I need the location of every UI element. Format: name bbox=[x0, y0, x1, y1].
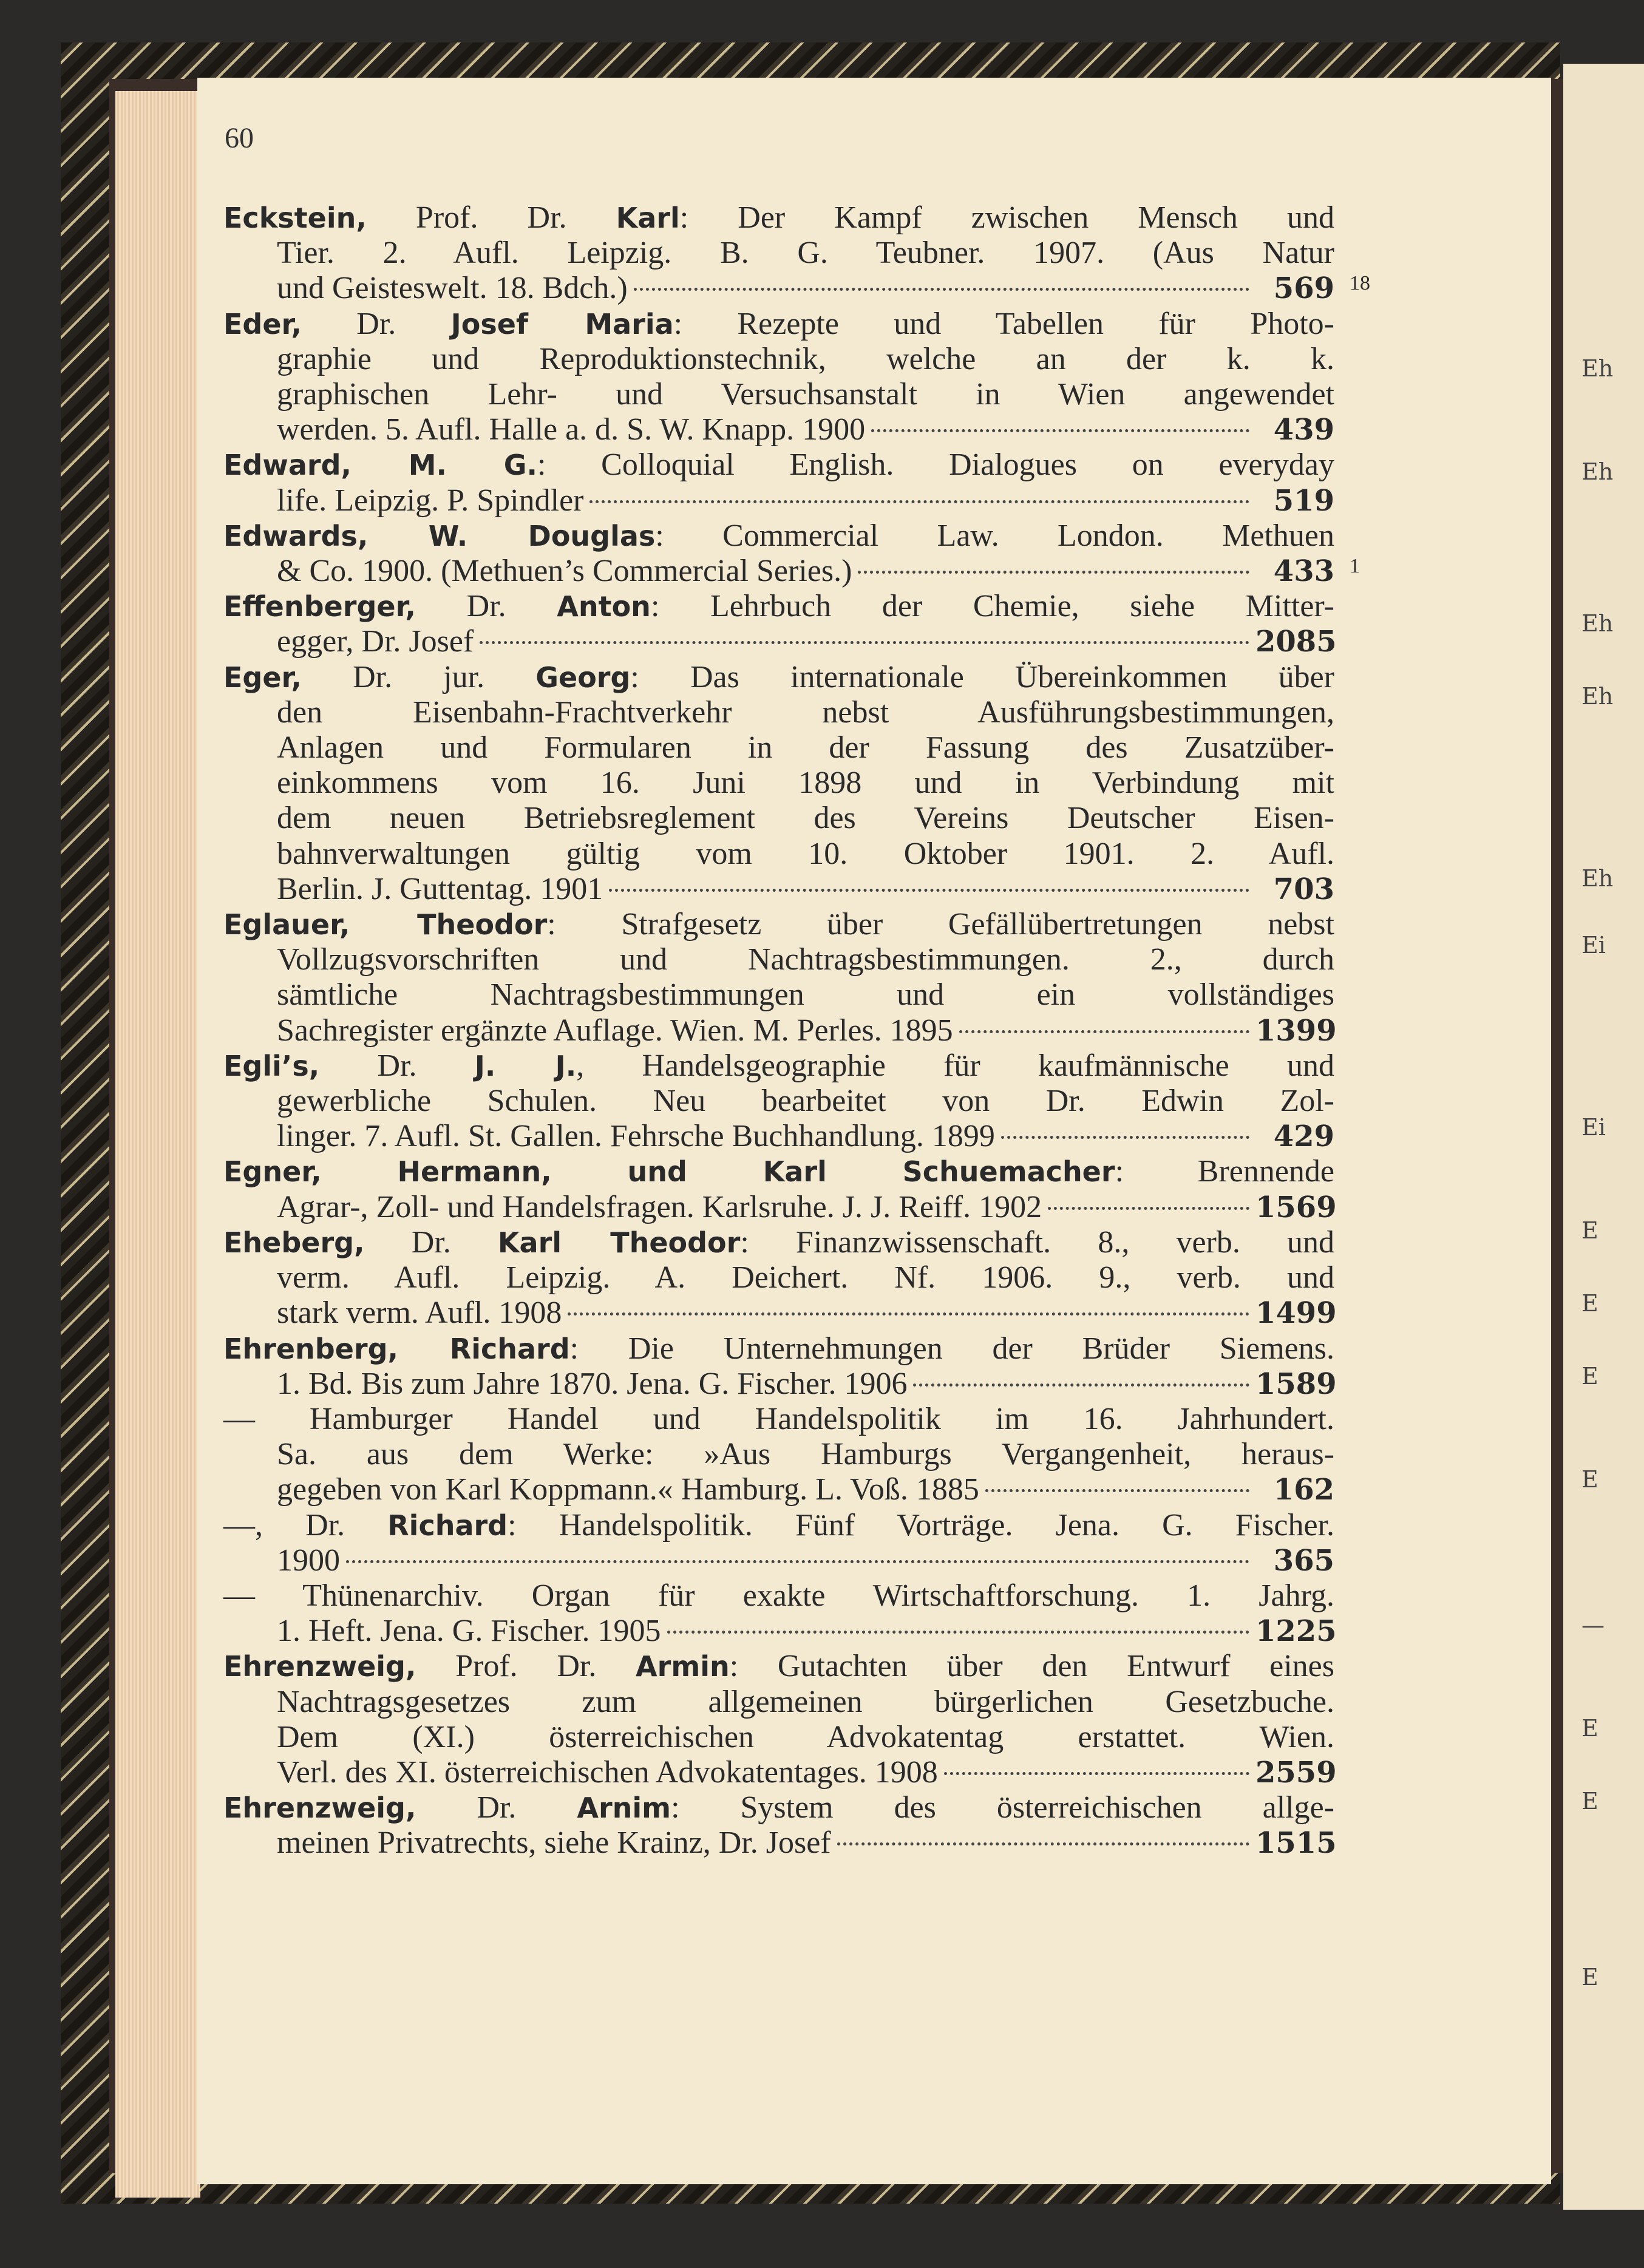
entry-text-part: bahnverwaltungen gültig vom 10. Oktober 1901. 2. Aufl. bbox=[277, 836, 1334, 871]
entry-line bbox=[223, 872, 1334, 907]
entry-text-part: graphischen Lehr- und Versuchsanstalt in Wien angewendet bbox=[277, 377, 1334, 412]
index-entry bbox=[223, 200, 1370, 307]
dot-leader bbox=[589, 500, 1249, 503]
entry-number: 365 bbox=[1273, 1543, 1334, 1578]
entry-line bbox=[223, 1119, 1334, 1154]
entry-number: 2559 bbox=[1255, 1755, 1337, 1790]
next-page-text: Eh bbox=[1581, 683, 1614, 710]
entry-line bbox=[223, 801, 1334, 836]
entry-text-part: graphie und Reproduktionstechnik, welche an der k. k. bbox=[277, 341, 1334, 376]
index-entry bbox=[223, 1048, 1334, 1155]
dot-leader bbox=[480, 641, 1249, 644]
dot-leader bbox=[1001, 1136, 1249, 1139]
entry-number: 1399 bbox=[1255, 1013, 1337, 1048]
entry-text bbox=[277, 624, 474, 659]
entry-text bbox=[277, 872, 603, 907]
next-page-text: E bbox=[1581, 1363, 1598, 1390]
entry-text-part: : Commercial Law. London. Methuen bbox=[655, 518, 1334, 553]
entry-text-part: : Das internationale Übereinkommen über bbox=[630, 659, 1334, 694]
page-number: 60 bbox=[225, 122, 254, 154]
index-entry bbox=[223, 907, 1337, 1048]
entry-line bbox=[223, 1260, 1334, 1295]
entry-text-part: den Eisenbahn-Frachtverkehr nebst Ausführungsbestimmungen, bbox=[277, 694, 1334, 730]
entry-name: Georg bbox=[535, 660, 631, 694]
entry-text-part: Agrar-, Zoll- und Handelsfragen. Karlsruhe. J. J. Reiff. 1902 bbox=[277, 1189, 1042, 1224]
entry-line bbox=[223, 1437, 1334, 1472]
entry-text bbox=[277, 1295, 562, 1331]
dot-leader bbox=[871, 429, 1249, 432]
next-page-text: Eh bbox=[1581, 355, 1614, 382]
dot-leader bbox=[837, 1842, 1249, 1845]
entry-line bbox=[223, 1472, 1334, 1507]
entry-text bbox=[277, 271, 628, 306]
entry-line bbox=[223, 1331, 1334, 1367]
next-page-fragment bbox=[1563, 64, 1644, 2210]
entry-name: Eder, bbox=[223, 307, 302, 341]
entry-text-part: : Gutachten über den Entwurf eines bbox=[729, 1649, 1334, 1684]
entry-text-part: Dr. jur. bbox=[301, 659, 536, 694]
entry-text-part: Tier. 2. Aufl. Leipzig. B. G. Teubner. 1907. (Aus Natur bbox=[277, 236, 1334, 271]
entry-text-part: : Brennende bbox=[1115, 1154, 1335, 1189]
entry-text-part: sämtliche Nachtragsbestimmungen und ein vollständiges bbox=[277, 977, 1334, 1013]
entry-text-part: Dr. bbox=[364, 1224, 498, 1260]
entry-name: Effenberger, bbox=[223, 590, 416, 623]
entry-name: Karl Theodor bbox=[497, 1226, 741, 1259]
entry-text bbox=[277, 1614, 661, 1649]
index-entries bbox=[223, 200, 1370, 1861]
entry-line bbox=[223, 837, 1334, 872]
entry-text-part: werden. 5. Aufl. Halle a. d. S. W. Knapp. 1900 bbox=[277, 412, 866, 447]
index-entry bbox=[223, 1331, 1337, 1649]
entry-line bbox=[223, 1720, 1334, 1755]
entry-text-part: Berlin. J. Guttentag. 1901 bbox=[277, 871, 603, 906]
margin-note: 18 bbox=[1350, 272, 1370, 295]
entry-number: 569 bbox=[1273, 271, 1334, 306]
index-entry bbox=[223, 518, 1360, 589]
entry-name: Ehrenberg, Richard bbox=[223, 1332, 570, 1365]
entry-text-part: gegeben von Karl Koppmann.« Hamburg. L. Voß. 1885 bbox=[277, 1472, 979, 1507]
entry-name: Eglauer, Theodor bbox=[223, 908, 548, 942]
dot-leader bbox=[568, 1312, 1249, 1316]
entry-number: 439 bbox=[1273, 413, 1334, 447]
entry-text bbox=[277, 483, 583, 518]
dot-leader bbox=[959, 1030, 1249, 1033]
entry-line bbox=[223, 695, 1334, 730]
index-entry bbox=[223, 589, 1337, 659]
entry-name: Edwards, W. Douglas bbox=[223, 519, 656, 552]
entry-text-part: : System des österreichischen allge- bbox=[671, 1790, 1334, 1825]
entry-line bbox=[223, 1084, 1334, 1119]
entry-text-part: : Strafgesetz über Gefällübertretungen nebst bbox=[547, 907, 1334, 942]
entry-line bbox=[223, 1754, 1337, 1790]
entry-text-part: life. Leipzig. P. Spindler bbox=[277, 483, 584, 518]
entry-text-part: —, Dr. bbox=[223, 1507, 388, 1543]
entry-text-part: — Hamburger Handel und Handelspolitik im 16. Jahrhundert. bbox=[223, 1401, 1334, 1436]
entry-line bbox=[223, 518, 1334, 554]
entry-line bbox=[223, 447, 1334, 483]
next-page-text: Eh bbox=[1581, 865, 1614, 892]
entry-text-part: meinen Privatrechts, siehe Krainz, Dr. Josef bbox=[277, 1825, 831, 1861]
entry-name: Ehrenzweig, bbox=[223, 1650, 416, 1683]
index-entry bbox=[223, 1224, 1337, 1331]
dot-leader bbox=[985, 1489, 1249, 1492]
next-page-text: E bbox=[1581, 1466, 1598, 1493]
entry-text-part: Nachtragsgesetzes zum allgemeinen bürgerlichen Gesetzbuche. bbox=[277, 1684, 1334, 1719]
entry-name: J. J. bbox=[474, 1049, 577, 1082]
entry-line bbox=[223, 1189, 1337, 1225]
index-entry bbox=[223, 660, 1334, 907]
entry-text-part: & Co. 1900. (Methuen’s Commercial Series.) bbox=[277, 554, 852, 589]
entry-line bbox=[223, 589, 1334, 624]
entry-text-part: verm. Aufl. Leipzig. A. Deichert. Nf. 1906. 9., verb. und bbox=[277, 1260, 1334, 1295]
index-entry bbox=[223, 1154, 1337, 1224]
entry-line bbox=[223, 1685, 1334, 1720]
entry-text-part: gewerbliche Schulen. Neu bearbeitet von Dr. Edwin Zol- bbox=[277, 1084, 1334, 1119]
entry-text bbox=[277, 1755, 938, 1790]
dot-leader bbox=[858, 571, 1249, 574]
entry-text-part: Dr. bbox=[319, 1048, 475, 1083]
entry-line bbox=[223, 1614, 1337, 1649]
entry-text bbox=[277, 1190, 1042, 1225]
dot-leader bbox=[1048, 1207, 1249, 1210]
entry-text-part: : Der Kampf zwischen Mensch und bbox=[679, 200, 1334, 235]
entry-text-part: und Geisteswelt. 18. Bdch.) bbox=[277, 271, 628, 306]
next-page-text: E bbox=[1581, 1290, 1598, 1317]
entry-number: 1225 bbox=[1255, 1614, 1337, 1649]
entry-name: Karl bbox=[616, 202, 680, 234]
entry-line bbox=[223, 1825, 1337, 1861]
entry-line bbox=[223, 1649, 1334, 1684]
entry-text-part: 1. Heft. Jena. G. Fischer. 1905 bbox=[277, 1614, 661, 1649]
entry-line bbox=[223, 1048, 1334, 1084]
next-page-text: Ei bbox=[1581, 932, 1606, 959]
entry-name: Anton bbox=[557, 590, 651, 623]
entry-name: Egli’s, bbox=[223, 1049, 320, 1082]
entry-text-part: 1. Bd. Bis zum Jahre 1870. Jena. G. Fischer. 1906 bbox=[277, 1366, 908, 1401]
entry-name: Egner, Hermann, und Karl Schuemacher bbox=[223, 1155, 1115, 1189]
entry-text bbox=[277, 1013, 953, 1048]
entry-text-part: Prof. Dr. bbox=[416, 1649, 636, 1684]
entry-number: 433 bbox=[1273, 554, 1334, 589]
entry-text-part: : Handelspolitik. Fünf Vorträge. Jena. G. Fischer. bbox=[508, 1507, 1335, 1543]
entry-number: 1569 bbox=[1255, 1190, 1337, 1224]
entry-text-part: Dr. bbox=[301, 306, 451, 341]
entry-text-part: Anlagen und Formularen in der Fassung des Zusatzüber- bbox=[277, 730, 1334, 766]
entry-number: 429 bbox=[1273, 1119, 1334, 1154]
dot-leader bbox=[913, 1384, 1249, 1387]
entry-line bbox=[223, 1013, 1337, 1048]
entry-text bbox=[277, 1472, 979, 1507]
entry-number: 162 bbox=[1273, 1473, 1334, 1507]
next-page-text: E bbox=[1581, 1217, 1598, 1244]
entry-line bbox=[223, 1508, 1334, 1543]
entry-line bbox=[223, 236, 1334, 271]
entry-text-part: , Handelsgeographie für kaufmännische und bbox=[576, 1048, 1334, 1083]
index-entry bbox=[223, 307, 1334, 448]
entry-line bbox=[223, 483, 1334, 518]
next-page-text: — bbox=[1581, 1612, 1605, 1638]
entry-line bbox=[223, 377, 1334, 412]
entry-line bbox=[223, 624, 1337, 659]
entry-name: Eckstein, bbox=[223, 202, 367, 234]
entry-line bbox=[223, 907, 1334, 942]
entry-name: Josef Maria bbox=[450, 307, 674, 341]
entry-number: 519 bbox=[1273, 483, 1334, 518]
entry-name: Richard bbox=[387, 1509, 508, 1542]
entry-line bbox=[223, 1543, 1334, 1578]
entry-line bbox=[223, 1790, 1334, 1825]
entry-name: Armin bbox=[636, 1650, 730, 1683]
entry-name: Ehrenzweig, bbox=[223, 1791, 416, 1825]
entry-text-part: 1900 bbox=[277, 1543, 340, 1578]
entry-text-part: : Colloquial English. Dialogues on everyday bbox=[537, 447, 1334, 483]
entry-line bbox=[223, 412, 1334, 447]
index-entry bbox=[223, 447, 1334, 518]
entry-number: 1499 bbox=[1255, 1296, 1337, 1331]
page-edges bbox=[115, 91, 200, 2198]
entry-line bbox=[223, 977, 1334, 1013]
entry-name: Eger, bbox=[223, 660, 302, 694]
dot-leader bbox=[609, 889, 1249, 892]
entry-line bbox=[223, 1225, 1334, 1260]
entry-text bbox=[277, 1119, 995, 1154]
entry-text bbox=[277, 1367, 907, 1402]
entry-line bbox=[223, 307, 1334, 342]
margin-note: 1 bbox=[1350, 555, 1360, 578]
entry-line bbox=[223, 342, 1334, 377]
entry-text-part: Sachregister ergänzte Auflage. Wien. M. Perles. 1895 bbox=[277, 1013, 953, 1048]
entry-text-part: Dr. bbox=[416, 1790, 577, 1825]
next-page-text: Eh bbox=[1581, 458, 1614, 485]
entry-number: 1515 bbox=[1255, 1826, 1337, 1861]
index-entry bbox=[223, 1649, 1337, 1790]
entry-text-part: Dem (XI.) österreichischen Advokatentag erstattet. Wien. bbox=[277, 1719, 1334, 1754]
dot-leader bbox=[346, 1560, 1249, 1563]
entry-name: Eheberg, bbox=[223, 1226, 365, 1259]
entry-text bbox=[277, 412, 865, 447]
entry-line bbox=[223, 1154, 1334, 1189]
index-entry bbox=[223, 1790, 1337, 1861]
entry-text-part: Sa. aus dem Werke: »Aus Hamburgs Vergangenheit, heraus- bbox=[277, 1437, 1334, 1472]
entry-line bbox=[223, 942, 1334, 977]
entry-text-part: : Rezepte und Tabellen für Photo- bbox=[673, 306, 1335, 341]
entry-text bbox=[277, 1825, 831, 1861]
entry-name: Arnim bbox=[577, 1791, 671, 1825]
entry-text-part: Prof. Dr. bbox=[366, 200, 616, 235]
entry-text-part: : Die Unternehmungen der Brüder Siemens. bbox=[569, 1331, 1334, 1366]
dot-leader bbox=[667, 1631, 1249, 1634]
entry-text-part: Dr. bbox=[415, 589, 557, 624]
entry-text-part: stark verm. Aufl. 1908 bbox=[277, 1295, 562, 1331]
entry-line bbox=[223, 1402, 1334, 1437]
entry-text bbox=[277, 554, 852, 589]
entry-line bbox=[223, 200, 1334, 236]
entry-number: 703 bbox=[1273, 872, 1334, 906]
next-page-text: E bbox=[1581, 1788, 1598, 1815]
entry-line bbox=[223, 1366, 1337, 1402]
entry-text-part: : Lehrbuch der Chemie, siehe Mitter- bbox=[650, 589, 1335, 624]
entry-line bbox=[223, 660, 1334, 695]
entry-number: 2085 bbox=[1255, 625, 1337, 659]
entry-text-part: linger. 7. Aufl. St. Gallen. Fehrsche Buchhandlung. 1899 bbox=[277, 1119, 995, 1154]
next-page-text: Ei bbox=[1581, 1114, 1606, 1141]
entry-line bbox=[223, 1578, 1334, 1614]
entry-name: Edward, M. G. bbox=[223, 449, 537, 482]
entry-text-part: : Finanzwissenschaft. 8., verb. und bbox=[740, 1224, 1335, 1260]
entry-line bbox=[223, 1295, 1337, 1331]
entry-text-part: einkommens vom 16. Juni 1898 und in Verbindung mit bbox=[277, 766, 1334, 801]
entry-line bbox=[223, 730, 1334, 766]
entry-text bbox=[277, 1543, 340, 1578]
entry-line bbox=[223, 271, 1370, 306]
entry-line bbox=[223, 554, 1360, 589]
next-page-text: E bbox=[1581, 1964, 1598, 1991]
next-page-text: Eh bbox=[1581, 610, 1614, 637]
dot-leader bbox=[944, 1772, 1249, 1775]
entry-text-part: Vollzugsvorschriften und Nachtragsbestimmungen. 2., durch bbox=[277, 942, 1334, 977]
dot-leader bbox=[634, 288, 1249, 291]
entry-text-part: egger, Dr. Josef bbox=[277, 624, 474, 659]
entry-number: 1589 bbox=[1255, 1367, 1337, 1401]
entry-line bbox=[223, 766, 1334, 801]
next-page-text: E bbox=[1581, 1715, 1598, 1742]
entry-text-part: dem neuen Betriebsreglement des Vereins Deutscher Eisen- bbox=[277, 801, 1334, 836]
entry-text-part: Verl. des XI. österreichischen Advokatentages. 1908 bbox=[277, 1754, 938, 1790]
entry-text-part: — Thünenarchiv. Organ für exakte Wirtschaftforschung. 1. Jahrg. bbox=[223, 1578, 1334, 1613]
